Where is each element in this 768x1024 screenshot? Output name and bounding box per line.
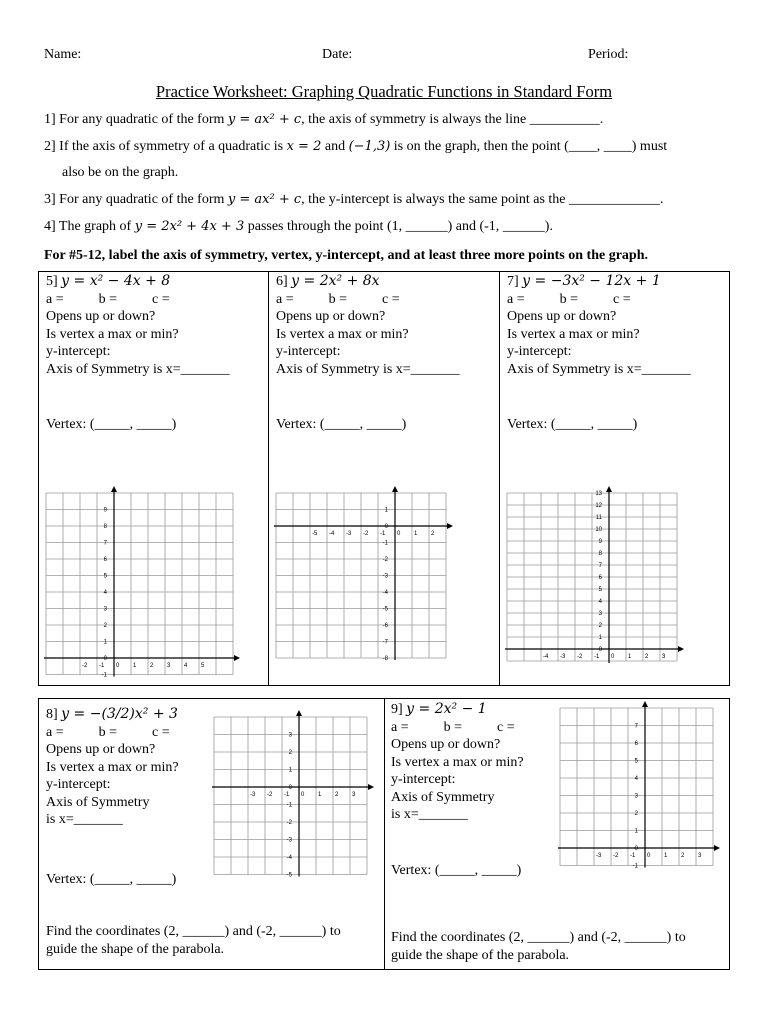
x-tick-label: -2	[82, 663, 88, 669]
x-tick-label: 1	[414, 531, 418, 537]
y-tick-label: -2	[286, 820, 292, 826]
y-tick-label: -1	[632, 863, 638, 870]
x-tick-label: -2	[577, 654, 583, 660]
graph-8	[212, 712, 374, 879]
x-tick-label: -1	[630, 853, 636, 859]
y-tick-label: 7	[103, 540, 107, 547]
vertex-7: Vertex: (_____, _____)	[507, 417, 638, 432]
y-tick-label: -6	[382, 623, 388, 629]
y-tick-label: 8	[598, 551, 602, 557]
problem-7: 7] y = −3x² − 12x + 1 a = b = c = Opens up or down? Is vertex a max or min? y-intercept: Axis of Symmetry is x=_______	[507, 273, 691, 377]
x-tick-label: -2	[613, 853, 619, 859]
y-tick-label: 8	[103, 524, 107, 530]
y-tick-label: 5	[103, 573, 107, 580]
y-tick-label: 4	[103, 590, 107, 596]
question-1: 1] For any quadratic of the form y = ax² + c, the axis of symmetry is always the line __________.	[44, 112, 604, 127]
y-tick-label: 9	[598, 539, 602, 545]
x-axis-arrow	[368, 784, 374, 790]
graph-6	[274, 488, 459, 663]
vertex-5: Vertex: (_____, _____)	[46, 417, 177, 432]
x-tick-label: -1	[380, 531, 386, 537]
y-tick-label: 2	[598, 623, 602, 629]
x-tick-label: 3	[698, 853, 702, 859]
x-tick-label: 2	[431, 531, 435, 537]
x-tick-label: 0	[647, 853, 651, 859]
question-3: 3] For any quadratic of the form y = ax² + c, the y-intercept is always the same point as the _____________.	[44, 192, 664, 207]
y-tick-label: 3	[288, 732, 292, 739]
y-tick-label: 2	[634, 811, 638, 817]
y-tick-label: -5	[382, 606, 388, 613]
x-tick-label: -4	[543, 654, 549, 660]
divider	[499, 271, 500, 686]
y-tick-label: -1	[286, 802, 292, 809]
vertex-9: Vertex: (_____, _____)	[391, 863, 522, 878]
y-tick-label: 1	[103, 639, 107, 646]
question-2-cont: also be on the graph.	[62, 165, 179, 180]
problem-5: 5] y = x² − 4x + 8 a = b = c = Opens up or down? Is vertex a max or min? y-intercept: Axis of Symmetry is x=_______	[46, 273, 230, 377]
y-tick-label: 12	[595, 503, 602, 509]
y-tick-label: -2	[382, 557, 388, 563]
x-tick-label: 1	[133, 663, 137, 669]
x-tick-label: 5	[201, 663, 205, 669]
y-tick-label: -3	[382, 573, 388, 580]
vertex-8: Vertex: (_____, _____)	[46, 872, 177, 887]
x-axis-arrow	[447, 523, 453, 529]
x-tick-label: 4	[184, 663, 188, 669]
y-tick-label: -3	[286, 837, 292, 844]
y-tick-label: 3	[598, 611, 602, 617]
x-tick-label: 2	[335, 792, 339, 798]
x-tick-label: 3	[662, 654, 666, 660]
name-label: Name:	[44, 47, 82, 62]
y-tick-label: 4	[634, 776, 638, 782]
question-4: 4] The graph of y = 2x² + 4x + 3 passes through the point (1, ______) and (-1, ______).	[44, 219, 553, 234]
y-tick-label: 0	[103, 656, 107, 662]
x-tick-label: 0	[611, 654, 615, 660]
y-tick-label: -1	[101, 672, 107, 679]
y-tick-label: -4	[286, 855, 292, 861]
graph-7	[505, 488, 687, 673]
y-tick-label: 1	[598, 635, 602, 641]
y-tick-label: -7	[382, 639, 388, 646]
y-tick-label: 10	[595, 527, 602, 533]
find-coords-9: Find the coordinates (2, ______) and (-2, ______) to guide the shape of the parabola.	[391, 930, 686, 963]
graph-9	[558, 703, 728, 870]
y-tick-label: 6	[598, 575, 602, 581]
x-tick-label: 2	[645, 654, 649, 660]
date-label: Date:	[322, 47, 353, 62]
x-tick-label: 3	[352, 792, 356, 798]
x-tick-label: -1	[594, 654, 600, 660]
x-tick-label: -4	[329, 531, 335, 537]
y-tick-label: 7	[634, 723, 638, 730]
y-tick-label: 9	[103, 507, 107, 514]
y-tick-label: 1	[634, 828, 638, 835]
y-tick-label: 5	[598, 587, 602, 593]
x-tick-label: 0	[301, 792, 305, 798]
problem-8: 8] y = −(3/2)x² + 3 a = b = c = Opens up or down? Is vertex a max or min? y-intercept: Axis of Symmetry is x=_______	[46, 706, 179, 827]
y-tick-label: 0	[288, 785, 292, 791]
y-tick-label: -1	[382, 540, 388, 547]
x-tick-label: 2	[150, 663, 154, 669]
question-2: 2] If the axis of symmetry of a quadratic is x = 2 and (−1,3) is on the graph, then the point (____, ____) must	[44, 139, 668, 154]
divider	[384, 698, 385, 970]
x-tick-label: -2	[267, 792, 273, 798]
period-label: Period:	[588, 47, 629, 62]
x-tick-label: -1	[99, 663, 105, 669]
y-tick-label: 4	[598, 599, 602, 605]
problem-6: 6] y = 2x² + 8x a = b = c = Opens up or down? Is vertex a max or min? y-intercept: Axis of Symmetry is x=_______	[276, 273, 460, 377]
x-tick-label: 1	[664, 853, 668, 859]
x-tick-label: -3	[560, 654, 566, 660]
x-axis-arrow	[678, 646, 684, 652]
x-tick-label: -3	[250, 792, 256, 798]
vertex-6: Vertex: (_____, _____)	[276, 417, 407, 432]
y-tick-label: -4	[382, 590, 388, 596]
find-coords-8: Find the coordinates (2, ______) and (-2, ______) to guide the shape of the parabola.	[46, 924, 341, 957]
x-tick-label: -3	[346, 531, 352, 537]
x-tick-label: 2	[681, 853, 685, 859]
x-tick-label: -5	[312, 531, 318, 537]
x-tick-label: -2	[363, 531, 369, 537]
x-tick-label: 0	[116, 663, 120, 669]
y-tick-label: 2	[103, 623, 107, 629]
y-tick-label: 13	[595, 491, 602, 497]
y-tick-label: 2	[288, 750, 292, 756]
y-tick-label: 0	[384, 524, 388, 530]
x-axis-arrow	[714, 845, 720, 851]
y-tick-label: 1	[288, 767, 292, 774]
y-tick-label: 5	[634, 758, 638, 765]
y-tick-label: 6	[103, 557, 107, 563]
problem-9: 9] y = 2x² − 1 a = b = c = Opens up or down? Is vertex a max or min? y-intercept: Axis of Symmetry is x=_______	[391, 701, 524, 822]
y-tick-label: 3	[634, 793, 638, 800]
x-tick-label: 1	[628, 654, 632, 660]
x-tick-label: -3	[596, 853, 602, 859]
y-tick-label: 3	[103, 606, 107, 613]
x-tick-label: 3	[167, 663, 171, 669]
divider	[268, 271, 269, 686]
y-tick-label: 6	[634, 741, 638, 747]
page-title: Practice Worksheet: Graphing Quadratic Functions in Standard Form	[155, 82, 613, 101]
y-tick-label: 0	[634, 846, 638, 852]
graph-5	[44, 488, 236, 678]
y-tick-label: 0	[598, 647, 602, 653]
instructions: For #5-12, label the axis of symmetry, vertex, y-intercept, and at least three more points on the graph.	[44, 248, 648, 263]
x-tick-label: 1	[318, 792, 322, 798]
y-tick-label: -8	[382, 656, 388, 662]
y-tick-label: -5	[286, 872, 292, 879]
y-tick-label: 7	[598, 563, 602, 569]
y-tick-label: 1	[384, 507, 388, 514]
y-tick-label: 11	[595, 515, 602, 521]
x-tick-label: 0	[397, 531, 401, 537]
x-tick-label: -1	[284, 792, 290, 798]
